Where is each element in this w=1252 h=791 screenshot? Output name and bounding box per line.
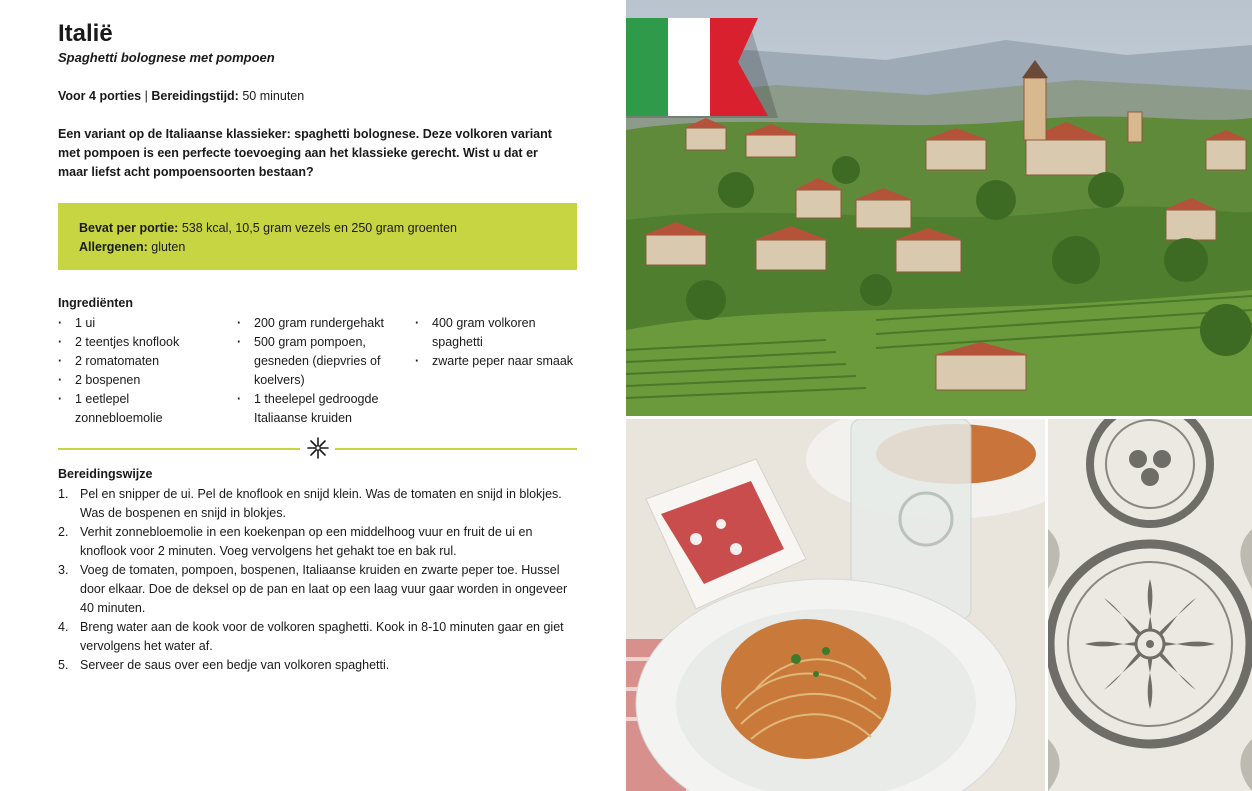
list-item: · 2 bospenen	[58, 371, 228, 390]
step-item	[58, 561, 578, 618]
prep-time-value: 50 minuten	[242, 89, 305, 103]
divider-line-left	[58, 448, 300, 450]
step-number: 5.	[58, 658, 69, 672]
step-item	[58, 485, 578, 523]
photo-panel	[626, 0, 1252, 791]
recipe-intro: Een variant op de Italiaanse klassieker: spaghetti bolognese. Deze volkoren variant met pompoen is een perfecte toevoeging aan het klassieke gerecht. Wist u dat er maar liefst acht pompoensoorten bestaan?	[58, 127, 552, 179]
list-item: · 1 theelepel gedroogde Italiaanse kruiden	[237, 390, 404, 428]
step-number: 4.	[58, 620, 69, 634]
list-item: · zwarte peper naar smaak	[415, 352, 585, 371]
step-number: 1.	[58, 487, 69, 501]
list-item: · 1 ui	[58, 314, 228, 333]
per-portion-label: Bevat per portie:	[79, 221, 179, 235]
section-divider	[58, 448, 577, 450]
ingredients-column-1	[58, 314, 228, 428]
spaghetti-bolognese-photo	[626, 419, 1045, 791]
nutrition-line	[79, 219, 556, 238]
step-text: Verhit zonnebloemolie in een koekenpan op een middelhoog vuur en fruit de ui en knoflook voor 2 minuten. Voeg vervolgens het gehakt toe en bak rul.	[80, 525, 533, 558]
step-text: Voeg de tomaten, pompoen, bospenen, Italiaanse kruiden en zwarte peper toe. Hussel door elkaar. Doe de deksel op de pan en laat op een laag vuur gaar worden in ongeveer 40 minuten.	[80, 563, 568, 615]
step-text: Pel en snipper de ui. Pel de knoflook en snijd klein. Was de tomaten en snijd in blokjes. Was de bospenen en snijd in blokjes.	[80, 487, 562, 520]
allergens-value: gluten	[151, 240, 186, 254]
list-item: · 500 gram pompoen, gesneden (diepvries of koelvers)	[237, 333, 394, 390]
page-title: Italië	[58, 20, 113, 47]
recipe-meta	[58, 89, 304, 103]
divider-line-right	[335, 448, 577, 450]
list-item: · 1 eetlepel zonnebloemolie	[58, 390, 175, 428]
preparation-steps	[58, 485, 578, 675]
allergens-line	[79, 238, 556, 257]
list-item: · 2 romatomaten	[58, 352, 228, 371]
meta-separator: |	[144, 89, 152, 103]
ingredients-heading: Ingrediënten	[58, 296, 134, 310]
per-portion-value: 538 kcal, 10,5 gram vezels en 250 gram groenten	[181, 221, 457, 235]
list-item: · 2 teentjes knoflook	[58, 333, 228, 352]
italian-flag-icon	[626, 18, 778, 123]
italian-hill-village-photo	[626, 0, 1252, 416]
list-item: · 400 gram volkoren spaghetti	[415, 314, 557, 352]
step-number: 3.	[58, 563, 69, 577]
portions-label: Voor 4 porties	[58, 89, 142, 103]
ingredients-column-3	[415, 314, 585, 371]
prep-time-label: Bereidingstijd:	[151, 89, 239, 103]
asterisk-star-icon	[306, 436, 330, 460]
allergens-label: Allergenen:	[79, 240, 148, 254]
step-text: Serveer de saus over een bedje van volkoren spaghetti.	[80, 658, 390, 672]
step-number: 2.	[58, 525, 69, 539]
list-item: · 200 gram rundergehakt	[237, 314, 407, 333]
roman-mosaic-photo	[1048, 419, 1252, 791]
step-item	[58, 523, 578, 561]
step-item	[58, 618, 578, 656]
step-item	[58, 656, 578, 675]
ingredients-column-2	[237, 314, 407, 428]
nutrition-box	[58, 203, 577, 270]
step-text: Breng water aan de kook voor de volkoren spaghetti. Kook in 8-10 minuten gaar en giet vervolgens het water af.	[80, 620, 564, 653]
recipe-subtitle: Spaghetti bolognese met pompoen	[58, 50, 275, 65]
preparation-heading: Bereidingswijze	[58, 467, 153, 481]
